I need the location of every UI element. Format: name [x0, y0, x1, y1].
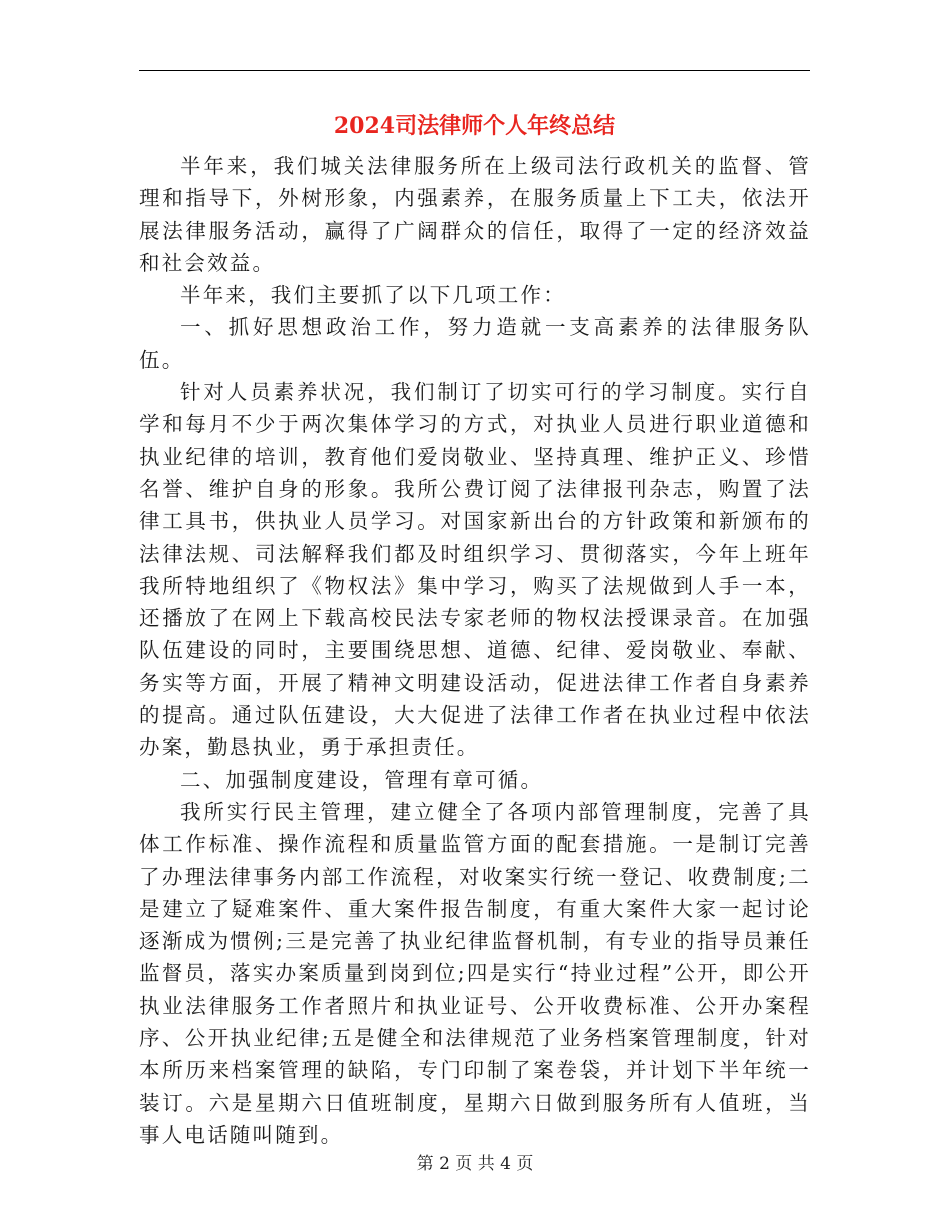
page-number: 第 2 页 共 4 页 — [416, 1154, 534, 1174]
document-body — [139, 150, 811, 1151]
document-title: 2024司法律师个人年终总结 — [333, 113, 616, 139]
paragraph-section-1: 针对人员素养状况，我们制订了切实可行的学习制度。实行自学和每月不少于两次集体学习的方式，对执业人员进行职业道德和执业纪律的培训，教育他们爱岗敬业、坚持真理、维护正义、珍惜名誉、维护自身的形象。我所公费订阅了法律报刊杂志，购置了法律工具书，供执业人员学习。对国家新出台的方针政策和新颁布的法律法规、司法解释我们都及时组织学习、贯彻落实，今年上班年我所特地组织了《物权法》集中学习，购买了法规做到人手一本，还播放了在网上下载高校民法专家老师的物权法授课录音。在加强队伍建设的同时，主要围绕思想、道德、纪律、爱岗敬业、奉献、务实等方面，开展了精神文明建设活动，促进法律工作者自身素养的提高。通过队伍建设，大大促进了法律工作者在执业过程中依法办案，勤恳执业，勇于承担责任。 — [139, 380, 811, 760]
paragraph-intro: 半年来，我们城关法律服务所在上级司法行政机关的监督、管理和指导下，外树形象，内强素养，在服务质量上下工夫，依法开展法律服务活动，赢得了广阔群众的信任，取得了一定的经济效益和社会效益。 — [139, 154, 811, 275]
section-heading-1: 一、抓好思想政治工作，努力造就一支高素养的法律服务队伍。 — [139, 315, 811, 372]
header-rule — [139, 70, 810, 71]
section-heading-2: 二、加强制度建设，管理有章可循。 — [180, 767, 544, 792]
paragraph-section-2: 我所实行民主管理，建立健全了各项内部管理制度，完善了具体工作标准、操作流程和质量监管方面的配套措施。一是制订完善了办理法律事务内部工作流程，对收案实行统一登记、收费制度;二是建立了疑难案件、重大案件报告制度，有重大案件大家一起讨论逐渐成为惯例;三是完善了执业纪律监督机制，有专业的指导员兼任监督员，落实办案质量到岗到位;四是实行“持业过程”公开，即公开执业法律服务工作者照片和执业证号、公开收费标准、公开办案程序、公开执业纪律;五是健全和法律规范了业务档案管理制度，针对本所历来档案管理的缺陷，专门印制了案卷袋，并计划下半年统一装订。六是星期六日值班制度，星期六日做到服务所有人值班，当事人电话随叫随到。 — [139, 799, 811, 1147]
paragraph-work-overview: 半年来，我们主要抓了以下几项工作： — [180, 283, 566, 308]
